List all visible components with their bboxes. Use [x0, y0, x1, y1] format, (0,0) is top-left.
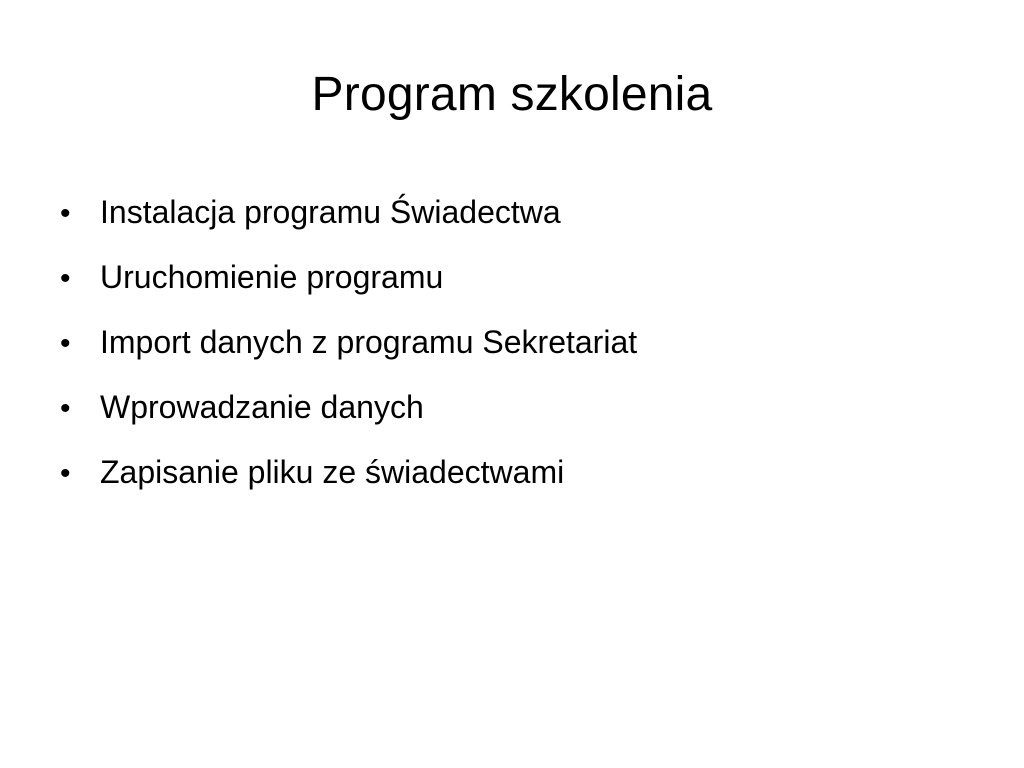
slide-title: Program szkolenia: [311, 68, 713, 121]
bullet-item: [58, 245, 978, 310]
bullet-text: Import danych z programu Sekretariat: [100, 324, 638, 360]
bullet-dot-icon: •: [60, 392, 71, 425]
bullet-text: Wprowadzanie danych: [100, 389, 424, 425]
bullet-item: [58, 375, 978, 440]
bullet-list: [58, 180, 978, 505]
bullet-text: Zapisanie pliku ze świadectwami: [100, 454, 565, 490]
bullet-item: [58, 310, 978, 375]
bullet-dot-icon: •: [60, 262, 71, 295]
bullet-item: [58, 180, 978, 245]
bullet-text: Instalacja programu Świadectwa: [100, 194, 561, 230]
bullet-dot-icon: •: [60, 457, 71, 490]
bullet-text: Uruchomienie programu: [100, 259, 444, 295]
bullet-item: [58, 440, 978, 505]
bullet-dot-icon: •: [60, 197, 71, 230]
bullet-dot-icon: •: [60, 327, 71, 360]
